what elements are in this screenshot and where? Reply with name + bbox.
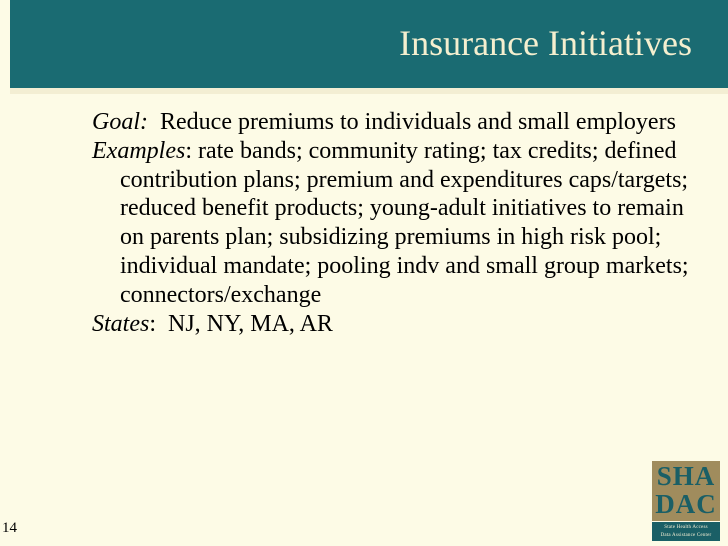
goal-label: Goal:: [92, 109, 148, 135]
logo-subtitle: [652, 522, 720, 541]
slide-number: 14: [2, 520, 17, 536]
logo-line-2: DAC: [655, 489, 717, 519]
slide-title: Insurance Initiatives: [399, 23, 692, 63]
states-label: States: [92, 310, 150, 337]
goal-text: Reduce premiums to individuals and small employers: [148, 109, 676, 135]
states-text: : NJ, NY, MA, AR: [149, 310, 333, 337]
logo-subtitle-line-1: State Health Access: [664, 525, 708, 530]
examples-label: Examples: [92, 137, 186, 164]
examples-paragraph: [92, 137, 692, 310]
goal-paragraph: [92, 108, 692, 137]
logo-mark: [652, 461, 720, 521]
examples-text: : rate bands; community rating; tax credits; defined contribution plans; premium and expenditures caps/targets; reduced benefit products; young-adult initiatives to remain on parents plan; subsidizing premiums in high risk pool; individual mandate; pooling indv and small group markets; connectors/exchange: [120, 137, 689, 308]
logo-subtitle-line-2: Data Assistance Center: [660, 533, 712, 538]
slide-body: [92, 108, 692, 338]
title-bar: [10, 0, 728, 94]
states-paragraph: [92, 310, 692, 339]
logo-line-1: SHA: [656, 461, 716, 491]
shadac-logo: [652, 461, 720, 541]
